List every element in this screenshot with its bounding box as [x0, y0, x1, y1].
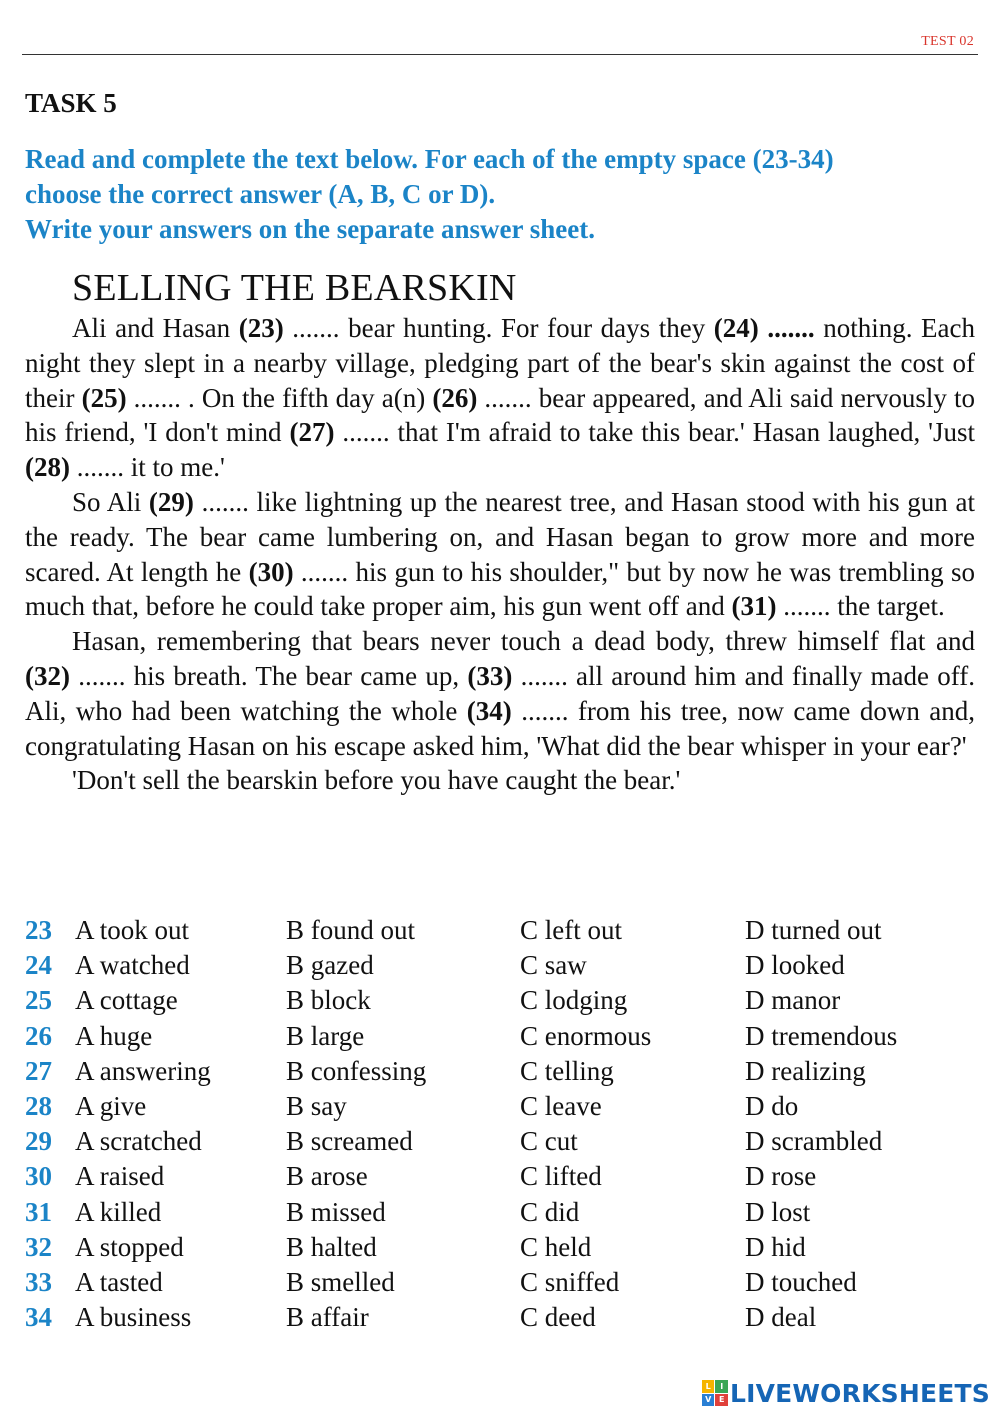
story-text: [25, 311, 975, 798]
blank-number: (29): [148, 486, 194, 517]
question-number: 29: [25, 1126, 52, 1157]
story-text-segment: ....... that I'm afraid to take this bear.' Hasan laughed, 'Just: [334, 417, 976, 448]
option-d: D tremendous: [745, 1020, 898, 1051]
question-number: 23: [25, 915, 52, 945]
option-d: D lost: [745, 1196, 811, 1227]
option-a: A killed: [75, 1196, 162, 1227]
option-row: [25, 1300, 975, 1335]
story-text-segment: ....... it to me.': [69, 452, 225, 483]
option-b: B say: [286, 1090, 347, 1121]
option-c: C saw: [520, 950, 587, 981]
option-c: C sniffed: [520, 1266, 620, 1297]
option-row: [25, 1124, 975, 1159]
story-text-segment: nothing. Each night they slept in a nearby village, pledging part of the bear's skin against the cost of their: [25, 313, 976, 413]
story-paragraph: [25, 624, 975, 763]
story-text-segment: Ali and Hasan: [72, 313, 239, 343]
option-b: B gazed: [286, 950, 374, 981]
task-instructions: [25, 142, 975, 247]
story-text-segment: ....... all around him and finally made off. Ali, who had been watching the whole: [25, 660, 975, 726]
option-d: D manor: [745, 985, 841, 1016]
story-text-segment: ....... his breath. The bear came up,: [69, 660, 468, 691]
blank-number: (32): [25, 660, 70, 691]
option-row: [25, 1230, 975, 1265]
option-c: C lodging: [520, 985, 628, 1016]
option-a: A took out: [75, 915, 190, 945]
story-text-segment: ....... bear hunting. For four days they: [283, 313, 714, 343]
question-number: 32: [25, 1231, 52, 1262]
option-b: B halted: [286, 1231, 377, 1262]
option-c: C leave: [520, 1090, 602, 1121]
option-row: [25, 913, 975, 948]
option-a: A raised: [75, 1161, 165, 1192]
question-number: 33: [25, 1266, 52, 1297]
option-row: [25, 1159, 975, 1194]
story-text-segment: ....... his gun to his shoulder," but by now he was trembling so much that, before he could take proper aim, his gun went off and: [25, 556, 975, 622]
option-b: B arose: [286, 1161, 368, 1192]
blank-number: (31): [731, 591, 777, 622]
question-number: 31: [25, 1196, 52, 1227]
liveworksheets-brand: [702, 1377, 990, 1409]
option-row: [25, 1019, 975, 1054]
option-row: [25, 983, 975, 1018]
story-paragraph: [25, 485, 975, 624]
option-row: [25, 1089, 975, 1124]
story-text-segment: ....... the target.: [776, 591, 945, 622]
option-d: D deal: [745, 1302, 817, 1333]
option-b: B found out: [286, 915, 416, 945]
option-d: D realizing: [745, 1055, 866, 1086]
option-row: [25, 1195, 975, 1230]
story-text-segment: ....... from his tree, now came down and, congratulating Hasan on his escape asked him, 'What did the bear whisper in your ear?': [25, 695, 976, 761]
story-text-segment: Hasan, remembering that bears never touch a dead body, threw himself flat and: [72, 626, 975, 657]
option-b: B missed: [286, 1196, 386, 1227]
blank-number: (30): [248, 556, 294, 587]
story-text-segment: ....... like lightning up the nearest tree, and Hasan stood with his gun at the ready. The bear came lumbering on, and Hasan began to grow more and more scared. At length he: [25, 486, 975, 587]
option-a: A huge: [75, 1020, 153, 1051]
option-a: A business: [75, 1302, 192, 1333]
blank-number: (23): [238, 313, 284, 343]
blank-number: (27): [289, 417, 335, 448]
instruction-line: choose the correct answer (A, B, C or D).: [25, 179, 496, 209]
option-b: B affair: [286, 1302, 369, 1333]
blank-number: (25): [81, 382, 127, 413]
instruction-line: Write your answers on the separate answer sheet.: [25, 214, 595, 244]
option-a: A cottage: [75, 985, 178, 1016]
blank-number: (24) .......: [713, 313, 815, 343]
option-a: A answering: [75, 1055, 211, 1086]
brand-text: LIVEWORKSHEETS: [729, 1378, 990, 1408]
option-c: C held: [520, 1231, 592, 1262]
story-title: SELLING THE BEARSKIN: [72, 267, 517, 309]
story-paragraph: [25, 763, 975, 798]
option-c: C left out: [520, 915, 622, 945]
question-number: 24: [25, 950, 52, 981]
question-number: 30: [25, 1161, 52, 1192]
test-label: TEST 02: [921, 34, 974, 49]
story-text-segment: So Ali: [72, 486, 149, 517]
task-title: TASK 5: [25, 88, 117, 118]
option-row: [25, 1054, 975, 1089]
option-d: D do: [745, 1090, 799, 1121]
story-text-segment: ....... bear appeared, and Ali said nervously to his friend, 'I don't mind: [25, 382, 976, 448]
option-b: B large: [286, 1020, 365, 1051]
question-number: 26: [25, 1020, 52, 1051]
option-c: C telling: [520, 1055, 614, 1086]
story-text-segment: ....... . On the fifth day a(n): [126, 382, 433, 413]
option-a: A give: [75, 1090, 147, 1121]
option-c: C lifted: [520, 1161, 602, 1192]
option-c: C deed: [520, 1302, 596, 1333]
blank-number: (33): [467, 660, 513, 691]
option-c: C enormous: [520, 1020, 652, 1051]
option-row: [25, 948, 975, 983]
question-number: 34: [25, 1302, 52, 1333]
option-a: A stopped: [75, 1231, 184, 1262]
top-divider: [22, 54, 978, 55]
story-text-segment: 'Don't sell the bearskin before you have caught the bear.': [72, 765, 681, 796]
story-paragraph: [25, 311, 975, 485]
option-d: D hid: [745, 1231, 806, 1262]
option-b: B smelled: [286, 1266, 395, 1297]
question-number: 27: [25, 1055, 52, 1086]
option-d: D rose: [745, 1161, 817, 1192]
option-a: A watched: [75, 950, 190, 981]
question-number: 25: [25, 985, 52, 1016]
blank-number: (34): [466, 695, 512, 726]
option-b: B confessing: [286, 1055, 427, 1086]
option-a: A tasted: [75, 1266, 163, 1297]
liveworksheets-logo-icon: L I V E: [702, 1380, 728, 1406]
option-c: C cut: [520, 1126, 578, 1157]
option-a: A scratched: [75, 1126, 202, 1157]
option-c: C did: [520, 1196, 580, 1227]
blank-number: (28): [25, 452, 70, 483]
option-b: B block: [286, 985, 371, 1016]
option-d: D looked: [745, 950, 845, 981]
option-d: D touched: [745, 1266, 857, 1297]
option-d: D turned out: [745, 915, 882, 945]
option-row: [25, 1265, 975, 1300]
option-d: D scrambled: [745, 1126, 883, 1157]
question-number: 28: [25, 1090, 52, 1121]
answer-options: [25, 913, 975, 1335]
instruction-line: Read and complete the text below. For each of the empty space (23-34): [25, 144, 834, 174]
option-b: B screamed: [286, 1126, 413, 1157]
blank-number: (26): [432, 382, 478, 413]
